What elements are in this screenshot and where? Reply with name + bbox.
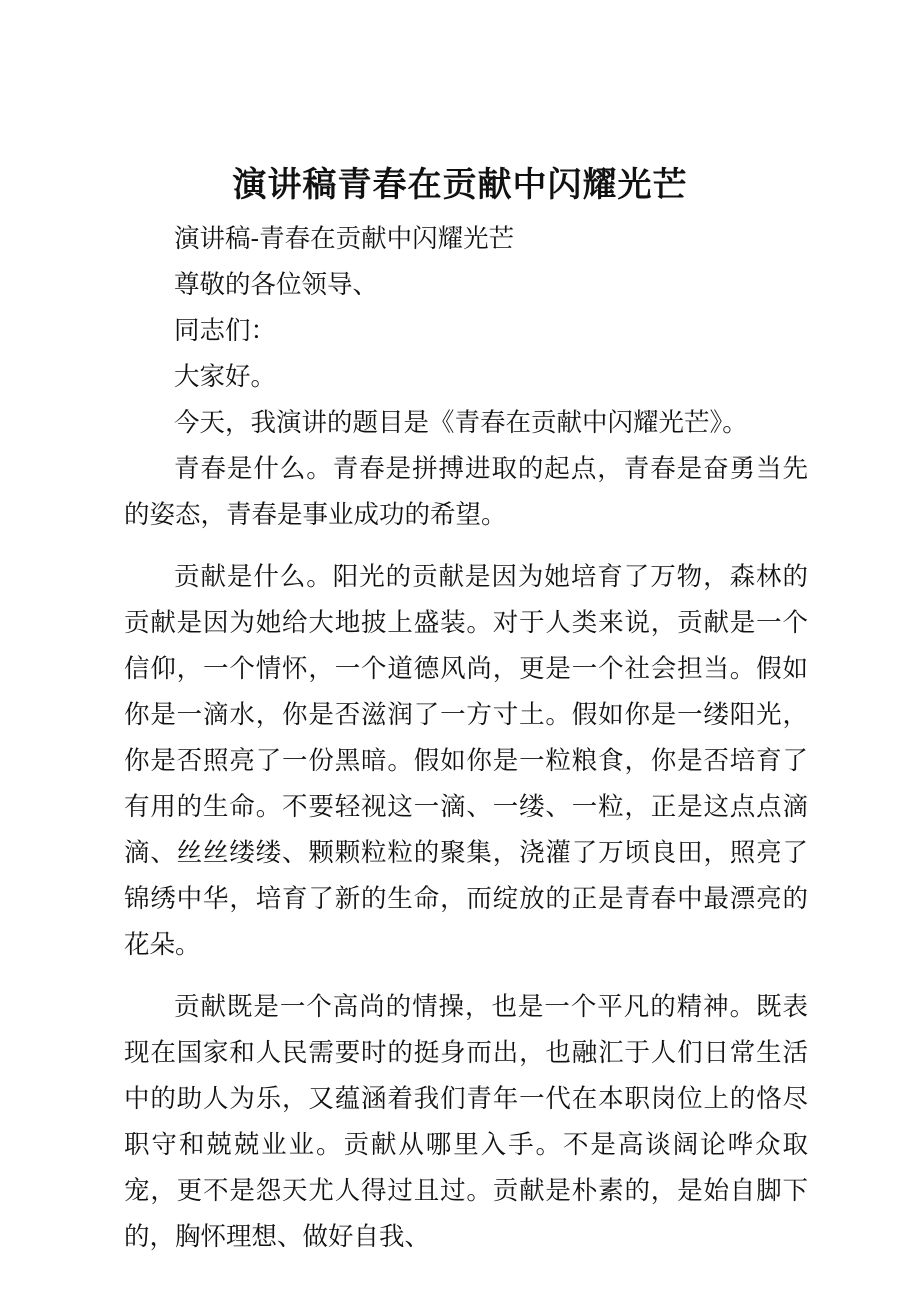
paragraph-contribution-meaning: 贡献是什么。阳光的贡献是因为她培育了万物，森林的贡献是因为她给大地披上盛装。对于人类来说，贡献是一个信仰，一个情怀，一个道德风尚，更是一个社会担当。假如你是一滴水，你是否滋润了一方寸土。假如你是一缕阳光，你是否照亮了一份黑暗。假如你是一粒粮食，你是否培育了有用的生命。不要轻视这一滴、一缕、一粒，正是这点点滴滴、丝丝缕缕、颗颗粒粒的聚集，浇灌了万顷良田，照亮了锦绣中华，培育了新的生命，而绽放的正是青春中最漂亮的花朵。 xyxy=(124,562,808,960)
paragraph-youth: 青春是什么。青春是拼搏进取的起点，青春是奋勇当先的姿态，青春是事业成功的希望。 xyxy=(124,454,808,530)
paragraph-subtitle: 演讲稿-青春在贡献中闪耀光芒 xyxy=(174,224,515,254)
document-body xyxy=(124,216,808,1260)
paragraph-greeting: 大家好。 xyxy=(174,362,277,392)
paragraph-topic: 今天，我演讲的题目是《青春在贡献中闪耀光芒》。 xyxy=(174,408,748,438)
paragraph-salutation-comrades: 同志们： xyxy=(174,316,277,346)
document-title: 演讲稿青春在贡献中闪耀光芒 xyxy=(232,165,688,205)
paragraph-contribution-spirit: 贡献既是一个高尚的情操，也是一个平凡的精神。既表现在国家和人民需要时的挺身而出，也融汇于人们日常生活中的助人为乐，又蕴涵着我们青年一代在本职岗位上的恪尽职守和兢兢业业。贡献从哪里入手。不是高谈阔论哗众取宠，更不是怨天尤人得过且过。贡献是朴素的，是始自脚下的，胸怀理想、做好自我、 xyxy=(124,992,808,1252)
paragraph-salutation-leaders: 尊敬的各位领导、 xyxy=(174,270,379,300)
